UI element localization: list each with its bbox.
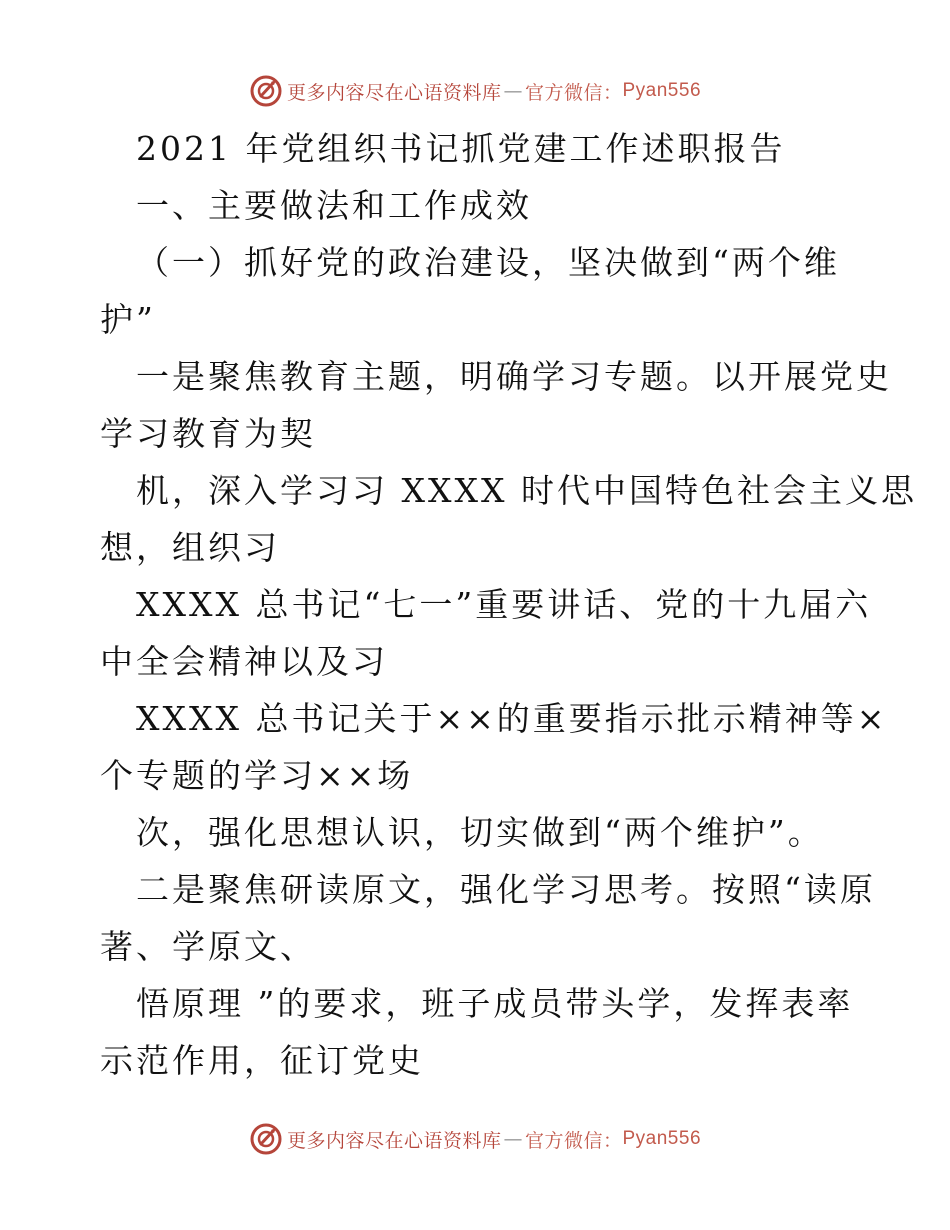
- paragraph-line: 悟原理 ”的要求，班子成员带头学，发挥表率: [136, 984, 854, 1023]
- paragraph-line: 学习教育为契: [100, 414, 316, 453]
- paragraph-line: 示范作用，征订党史: [100, 1041, 424, 1080]
- paragraph-line: 二是聚焦研读原文，强化学习思考。按照“读原: [136, 870, 876, 909]
- document-body: [100, 120, 917, 1089]
- document-title: 2021 年党组织书记抓党建工作述职报告: [136, 129, 786, 168]
- watermark-wechat-id: Pyan556: [622, 1128, 702, 1149]
- paragraph-line: 想，组织习: [100, 528, 280, 567]
- brand-logo-icon: [249, 1122, 283, 1156]
- watermark-separator: —: [503, 1128, 523, 1150]
- watermark-brand-text: 更多内容尽在心语资料库: [286, 1129, 502, 1152]
- watermark-footer: [0, 1122, 950, 1156]
- subsection-heading: （一）抓好党的政治建设，坚决做到“两个维: [136, 243, 840, 282]
- watermark-separator: —: [503, 80, 523, 102]
- paragraph-line: XXXX 总书记关于××的重要指示批示精神等×: [136, 699, 888, 738]
- watermark-wechat-id: Pyan556: [622, 80, 702, 101]
- subsection-heading-cont: 护”: [100, 300, 156, 339]
- watermark-brand-text: 更多内容尽在心语资料库: [286, 81, 502, 104]
- section-heading: 一、主要做法和工作成效: [136, 186, 532, 225]
- watermark-wechat-label: 官方微信：: [524, 81, 623, 104]
- paragraph-line: 一是聚焦教育主题，明确学习专题。以开展党史: [136, 357, 892, 396]
- paragraph-line: XXXX 总书记“七一”重要讲话、党的十九届六: [136, 585, 872, 624]
- watermark-wechat-label: 官方微信：: [524, 1129, 623, 1152]
- brand-logo-icon: [249, 74, 283, 108]
- paragraph-line: 次，强化思想认识，切实做到“两个维护”。: [136, 813, 824, 852]
- paragraph-line: 个专题的学习××场: [100, 756, 414, 795]
- paragraph-line: 中全会精神以及习: [100, 642, 388, 681]
- watermark-header: [0, 74, 950, 108]
- paragraph-line: 著、学原文、: [100, 927, 316, 966]
- paragraph-line: 机，深入学习习 XXXX 时代中国特色社会主义思: [136, 471, 917, 510]
